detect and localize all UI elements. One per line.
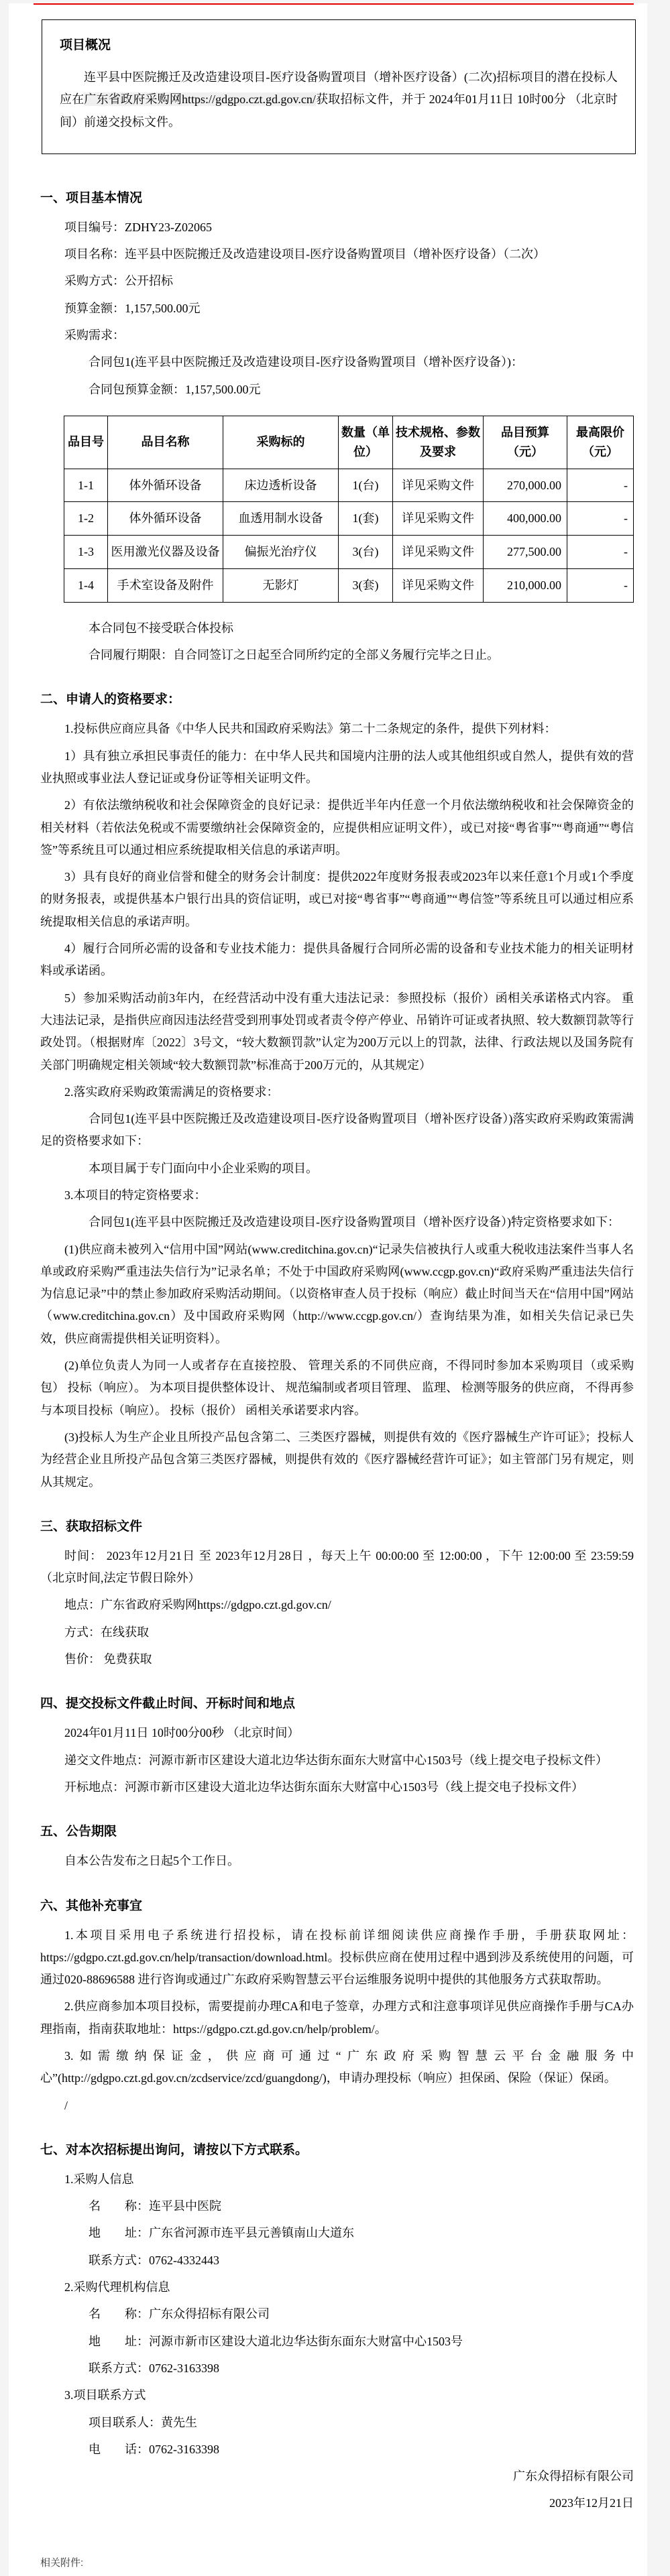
paragraph: 地 址：广东省河源市连平县元善镇南山大道东 (89, 2226, 354, 2240)
table-cell: - (567, 469, 634, 502)
table-header-cell: 数量（单位） (339, 416, 393, 469)
paragraph: 合同包1(连平县中医院搬迁及改造建设项目-医疗设备购置项目（增补医疗设备）)： (89, 355, 523, 369)
paragraph: 本项目属于专门面向中小企业采购的项目。 (89, 1161, 318, 1175)
table-cell: - (567, 568, 634, 602)
overview-highlight-text: 广东省政府采购网https://gdgpo.czt.gd.gov.cn/ (84, 93, 316, 107)
table-cell: 277,500.00 (484, 536, 567, 569)
paragraph: (3)投标人为生产企业且所投产品包含第二、三类医疗器械，则提供有效的《医疗器械生产许可证》；投标人为经营企业且所投产品包含第三类医疗器械，则提供有效的《医疗器械经营许可证》；如主管部门另有规定，则从其规定。 (40, 1430, 634, 1489)
paragraph: 自本公告发布之日起5个工作日。 (64, 1854, 239, 1868)
table-header-cell: 采购标的 (223, 416, 339, 469)
paragraph: 联系方式：0762-3163398 (89, 2361, 219, 2375)
paragraph: 2024年01月11日 10时00分00秒 （北京时间） (64, 1726, 300, 1740)
paragraph: 项目联系人：黄先生 (89, 2415, 197, 2429)
table-cell: 1-3 (64, 536, 108, 569)
paragraph: 名 称：广东众得招标有限公司 (89, 2307, 270, 2321)
table-cell: 体外循环设备 (108, 469, 223, 502)
document-body (9, 154, 647, 2515)
paragraph: 1）具有独立承担民事责任的能力：在中华人民共和国境内注册的法人或其他组织或自然人，提供有效的营业执照或事业法人登记证或身份证等相关证明文件。 (40, 749, 634, 785)
paragraph: 预算金额：1,157,500.00元 (64, 301, 201, 315)
table-header-cell: 技术规格、参数及要求 (393, 416, 484, 469)
overview-text: 连平县中医院搬迁及改造建设项目-医疗设备购置项目（增补医疗设备）(二次)招标项目的潜在投标人应在 (60, 70, 618, 107)
table-cell: 详见采购文件 (393, 469, 484, 502)
paragraph: 2023年12月21日 (549, 2496, 634, 2510)
table-row (64, 568, 634, 602)
table-cell: 270,000.00 (484, 469, 567, 502)
table-cell: 1-4 (64, 568, 108, 602)
table-cell: 血透用制水设备 (223, 502, 339, 536)
paragraph: 2.落实政府采购政策需满足的资格要求： (64, 1085, 279, 1099)
table-cell: 详见采购文件 (393, 568, 484, 602)
table-cell: 偏振光治疗仪 (223, 536, 339, 569)
section-heading: 四、提交投标文件截止时间、开标时间和地点 (40, 1697, 296, 1711)
paragraph: 采购需求： (64, 328, 125, 343)
overview-paragraph (60, 66, 618, 133)
paragraph: 1.采购人信息 (64, 2172, 134, 2186)
section-heading: 三、获取招标文件 (40, 1519, 143, 1534)
section-heading: 六、其他补充事宜 (40, 1898, 143, 1913)
paragraph: 3.如需缴纳保证金，供应商可通过“广东政府采购智慧云平台金融服务中心”(http://gdgpo.czt.gd.gov.cn/zcdservice/zcd/guangdong/)，申请办理投标（响应）担保函、保险（保证）保函。 (40, 2049, 634, 2085)
paragraph: 联系方式：0762-4332443 (89, 2253, 219, 2267)
table-cell: 详见采购文件 (393, 502, 484, 536)
table-row (64, 469, 634, 502)
table-cell: 1-1 (64, 469, 108, 502)
table-cell: 体外循环设备 (108, 502, 223, 536)
top-red-divider (34, 3, 634, 5)
paragraph: 递交文件地点：河源市新市区建设大道北边华达街东面东大财富中心1503号（线上提交电子投标文件） (64, 1753, 608, 1767)
table-header-cell: 最高限价（元） (567, 416, 634, 469)
table-cell: 无影灯 (223, 568, 339, 602)
table-cell: 手术室设备及附件 (108, 568, 223, 602)
table-header-row (64, 416, 634, 469)
paragraph: 名 称：连平县中医院 (89, 2199, 221, 2213)
paragraph: 3.本项目的特定资格要求： (64, 1188, 207, 1202)
paragraph: 地 址：河源市新市区建设大道北边华达街东面东大财富中心1503号 (89, 2334, 463, 2348)
table-cell: - (567, 502, 634, 536)
paragraph: 1.本项目采用电子系统进行招投标，请在投标前详细阅读供应商操作手册，手册获取网址：https://gdgpo.czt.gd.gov.cn/help/transaction/download.html。投标供应商在使用过程中遇到涉及系统使用的问题，可通过020-88696588 进行咨询或通过广东政府采购智慧云平台运维服务说明中提供的其他服务方式获取帮助。 (40, 1928, 634, 1987)
paragraph: 地点：广东省政府采购网https://gdgpo.czt.gd.gov.cn/ (64, 1598, 331, 1612)
paragraph: 3.项目联系方式 (64, 2388, 146, 2402)
paragraph: 5）参加采购活动前3年内，在经营活动中没有重大违法记录：参照投标（报价）函相关承诺格式内容。 重大违法记录，是指供应商因违法经营受到刑事处罚或者责令停产停业、吊销许可证或者执照、较大数额罚款等行政处罚。（根据财库〔2022〕3号文，“较大数额罚款”认定为200万元以上的罚款，法律、行政法规以及国务院有关部门明确规定相关领域“较大数额罚款”标准高于200万元的，从其规定） (40, 991, 634, 1072)
table-cell: 床边透析设备 (223, 469, 339, 502)
paragraph: 合同履行期限：自合同签订之日起至合同所约定的全部义务履行完毕之日止。 (89, 648, 499, 662)
section-heading: 五、公告期限 (40, 1825, 117, 1839)
paragraph: 项目名称：连平县中医院搬迁及改造建设项目-医疗设备购置项目（增补医疗设备）（二次） (64, 247, 545, 261)
paragraph: (2)单位负责人为同一人或者存在直接控股、 管理关系的不同供应商，不得同时参加本采购项目（或采购包） 投标（响应）。 为本项目提供整体设计、 规范编制或者项目管理、 监理、 检测等服务的供应商， 不得再参与本项目投标（响应）。 投标（报价） 函相关承诺要求内容。 (40, 1359, 634, 1417)
attachments-label: 相关附件: (40, 2557, 84, 2569)
procurement-items-table (64, 416, 634, 603)
table-header-cell: 品目预算（元） (484, 416, 567, 469)
overview-text: 获取招标文件，并于 2024年01月11日 10时00分 （北京时间）前递交投标文件。 (60, 93, 618, 129)
paragraph: 售价： 免费获取 (64, 1652, 152, 1666)
table-cell: 详见采购文件 (393, 536, 484, 569)
paragraph: 采购方式：公开招标 (64, 274, 173, 288)
section-heading: 一、项目基本情况 (40, 190, 143, 205)
paragraph: 合同包1(连平县中医院搬迁及改造建设项目-医疗设备购置项目（增补医疗设备）)特定资格要求如下： (89, 1215, 620, 1229)
table-row (64, 536, 634, 569)
table-cell: 3(台) (339, 536, 393, 569)
section-heading: 二、申请人的资格要求： (40, 692, 181, 707)
paragraph: 电 话：0762-3163398 (89, 2442, 219, 2456)
content-card (9, 3, 647, 2576)
table-cell: 210,000.00 (484, 568, 567, 602)
paragraph: 合同包预算金额：1,157,500.00元 (89, 382, 261, 396)
table-header-cell: 品目号 (64, 416, 108, 469)
paragraph: (1)供应商未被列入“信用中国”网站(www.creditchina.gov.cn)“记录失信被执行人或重大税收违法案件当事人名单或政府采购严重违法失信行为”记录名单；不处于中国政府采购网(www.ccgp.gov.cn)“政府采购严重违法失信行为信息记录”中的禁止参加政府采购活动期间。（以资格审查人员于投标（响应）截止时间当天在“信用中国”网站（www.creditchina.gov.cn）及中国政府采购网（http://www.ccgp.gov.cn/）查询结果为准，如相关失信记录已失效，供应商需提供相关证明资料）。 (40, 1242, 634, 1345)
paragraph: / (64, 2098, 68, 2112)
paragraph: 2.供应商参加本项目投标，需要提前办理CA和电子签章，办理方式和注意事项详见供应商操作手册与CA办理指南，指南获取地址：https://gdgpo.czt.gd.gov.cn/help/problem/。 (40, 2000, 634, 2036)
paragraph: 3）具有良好的商业信誉和健全的财务会计制度：提供2022年度财务报表或2023年以来任意1个月或1个季度的财务报表，或提供基本户银行出具的资信证明，或已对接“粤省事”“粤商通”“粤信签”等系统且可以通过相应系统提取相关信息的承诺声明。 (40, 870, 634, 928)
table-cell: 1-2 (64, 502, 108, 536)
paragraph: 2）有依法缴纳税收和社会保障资金的良好记录：提供近半年内任意一个月依法缴纳税收和社会保障资金的相关材料（若依法免税或不需要缴纳社会保障资金的，应提供相应证明文件），或已对接“粤省事”“粤商通”“粤信签”等系统且可以通过相应系统提取相关信息的承诺声明。 (40, 798, 634, 857)
table-row (64, 502, 634, 536)
paragraph: 时间： 2023年12月21日 至 2023年12月28日 ，每天上午 00:00:00 至 12:00:00 ，下午 12:00:00 至 23:59:59 （北京时间,法定节假日除外） (40, 1548, 634, 1585)
table-cell: - (567, 536, 634, 569)
paragraph: 项目编号：ZDHY23-Z02065 (64, 220, 212, 234)
paragraph: 2.采购代理机构信息 (64, 2280, 170, 2294)
project-overview-box (42, 19, 636, 154)
table-cell: 3(套) (339, 568, 393, 602)
table-cell: 医用激光仪器及设备 (108, 536, 223, 569)
paragraph: 1.投标供应商应具备《中华人民共和国政府采购法》第二十二条规定的条件，提供下列材料： (64, 722, 557, 736)
paragraph: 方式：在线获取 (64, 1625, 149, 1639)
paragraph: 合同包1(连平县中医院搬迁及改造建设项目-医疗设备购置项目（增补医疗设备）)落实政府采购政策需满足的资格要求如下： (40, 1112, 634, 1148)
overview-title: 项目概况 (60, 38, 111, 52)
paragraph: 广东众得招标有限公司 (513, 2469, 634, 2483)
table-header-cell: 品目名称 (108, 416, 223, 469)
paragraph: 本合同包不接受联合体投标 (89, 621, 233, 635)
paragraph: 4）履行合同所必需的设备和专业技术能力：提供具备履行合同所必需的设备和专业技术能力的相关证明材料或承诺函。 (40, 942, 634, 978)
page (0, 3, 670, 2576)
paragraph: 开标地点：河源市新市区建设大道北边华达街东面东大财富中心1503号（线上提交电子投标文件） (64, 1780, 583, 1794)
table-cell: 400,000.00 (484, 502, 567, 536)
table-cell: 1(台) (339, 469, 393, 502)
table-cell: 1(套) (339, 502, 393, 536)
section-heading: 七、对本次招标提出询问，请按以下方式联系。 (40, 2142, 309, 2157)
